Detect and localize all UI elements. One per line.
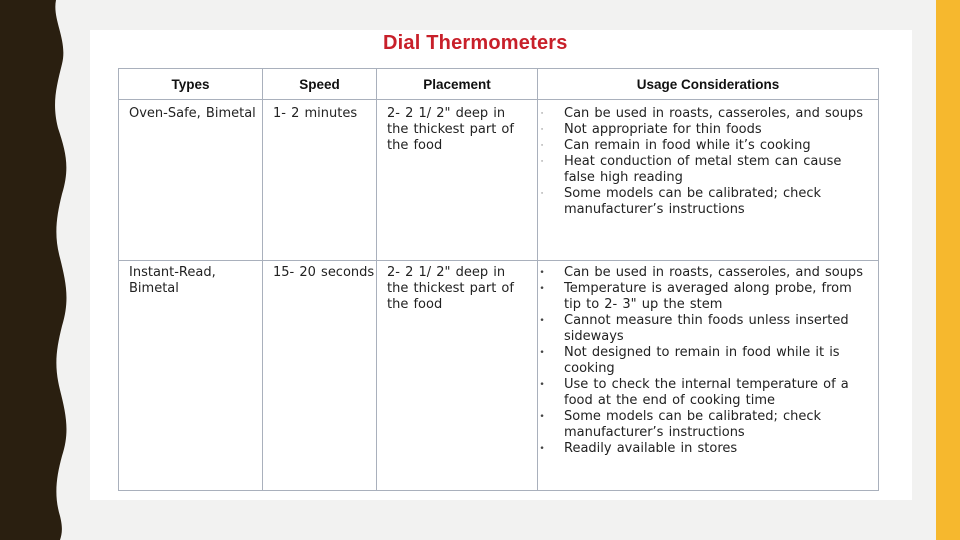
bullet-icon: • (539, 316, 545, 326)
table-row (119, 100, 879, 261)
list-item: • Cannot measure thin foods unless inserted sideways (564, 313, 870, 345)
list-item: · Can be used in roasts, casseroles, and soups (564, 106, 870, 122)
slide-content (90, 30, 912, 500)
list-item: • Use to check the internal temperature of a food at the end of cooking time (564, 377, 870, 409)
type-cell: Oven-Safe, Bimetal (129, 106, 256, 121)
bullet-icon: · (540, 189, 544, 199)
type-cell: Instant-Read, Bimetal (129, 265, 216, 296)
list-item: • Can be used in roasts, casseroles, and soups (564, 265, 870, 281)
bullet-icon: · (540, 141, 544, 151)
speed-cell: 15- 20 seconds (273, 265, 375, 280)
bullet-icon: • (539, 380, 545, 390)
bullet-icon: • (539, 348, 545, 358)
list-item: · Can remain in food while it’s cooking (564, 138, 870, 154)
slide-title: Dial Thermometers (383, 32, 568, 54)
header-types: Types (119, 69, 263, 100)
header-speed: Speed (263, 69, 377, 100)
bullet-icon: • (539, 268, 545, 278)
header-usage: Usage Considerations (538, 69, 879, 100)
list-item: • Some models can be calibrated; check manufacturer’s instructions (564, 409, 870, 441)
bullet-icon: · (540, 109, 544, 119)
speed-cell: 1- 2 minutes (273, 106, 358, 121)
accent-bar (936, 0, 960, 540)
list-item: · Not appropriate for thin foods (564, 122, 870, 138)
bullet-icon: • (539, 284, 545, 294)
usage-list (538, 261, 878, 457)
list-item: • Temperature is averaged along probe, from tip to 2- 3" up the stem (564, 281, 870, 313)
usage-list (538, 100, 878, 218)
list-item: • Readily available in stores (564, 441, 870, 457)
thermometer-table (118, 68, 879, 491)
list-item: • Not designed to remain in food while it is cooking (564, 345, 870, 377)
table-header-row (119, 69, 879, 100)
decorative-wavy-border (0, 0, 80, 540)
bullet-icon: · (540, 157, 544, 167)
header-placement: Placement (377, 69, 538, 100)
bullet-icon: • (539, 412, 545, 422)
bullet-icon: · (540, 125, 544, 135)
placement-cell: 2- 2 1/ 2" deep in the thickest part of the food (387, 265, 514, 312)
list-item: · Some models can be calibrated; check manufacturer’s instructions (564, 186, 870, 218)
bullet-icon: • (539, 444, 545, 454)
placement-cell: 2- 2 1/ 2" deep in the thickest part of the food (387, 106, 514, 153)
table-row (119, 261, 879, 491)
list-item: · Heat conduction of metal stem can cause false high reading (564, 154, 870, 186)
